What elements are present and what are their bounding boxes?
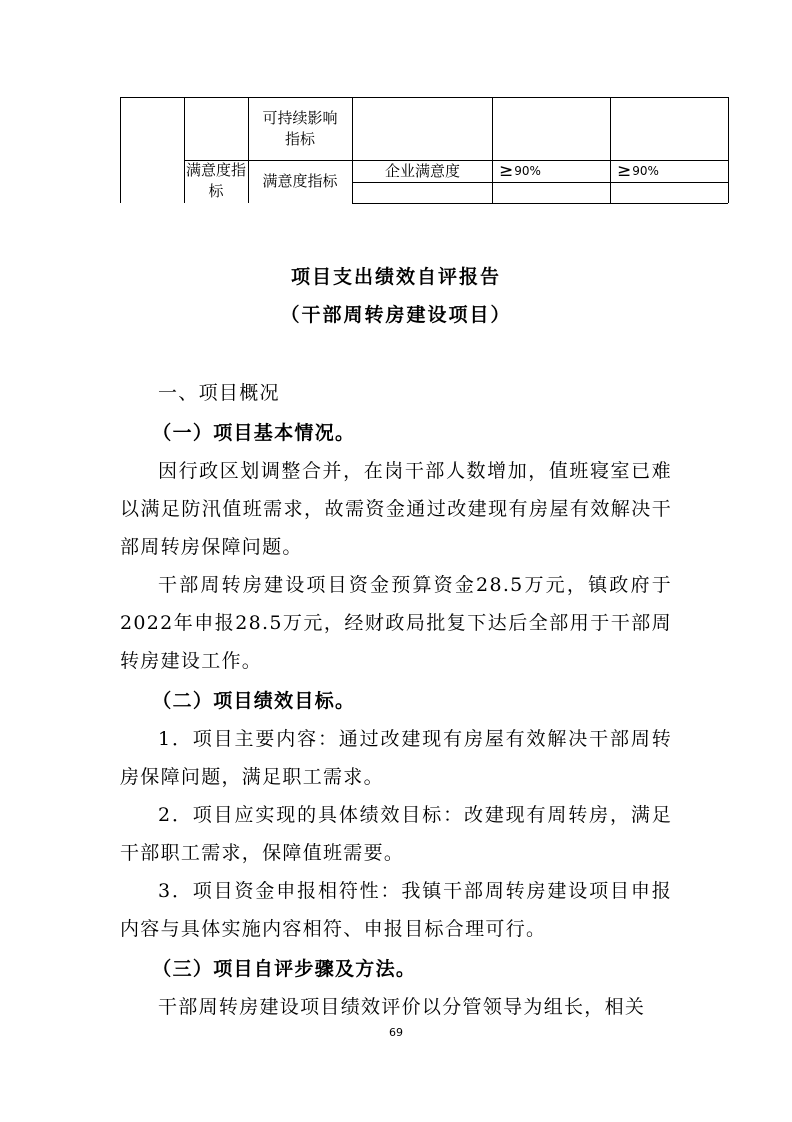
table-top-border <box>120 97 728 98</box>
paragraph: 1．项目主要内容：通过改建现有房屋有效解决干部周转房保障问题，满足职工需求。 <box>120 728 672 788</box>
paragraph: 3．项目资金申报相符性：我镇干部周转房建设项目申报内容与具体实施内容相符、申报目标合理可行。 <box>120 880 672 940</box>
table-col-divider-4 <box>492 97 493 203</box>
table-col-divider-2 <box>248 97 249 203</box>
table-cell-text: 企业满意度 <box>384 161 460 180</box>
paragraph: 因行政区划调整合并，在岗干部人数增加，值班寝室已难以满足防汛值班需求，故需资金通过改建现有房屋有效解决干部周转房保障问题。 <box>120 460 672 558</box>
table-left-border <box>120 97 121 203</box>
report-title: 项目支出绩效自评报告 <box>290 266 501 288</box>
table-cell-text: 满意度指标 <box>186 161 247 200</box>
subsection-heading: （一）项目基本情况。 <box>152 422 356 444</box>
section-heading: 一、项目概况 <box>158 382 280 404</box>
indicator-table <box>0 0 792 210</box>
table-cell-text: 满意度指标 <box>262 171 338 190</box>
subsection-heading: （二）项目绩效目标。 <box>152 690 356 712</box>
table-right-border <box>728 97 729 203</box>
table-cell-sustainable-impact <box>258 100 342 158</box>
table-col-divider-1 <box>184 97 185 203</box>
table-cell-actual-value <box>611 160 728 182</box>
paragraph: 干部周转房建设项目绩效评价以分管领导为组长，相关 <box>158 996 646 1018</box>
greater-equal-symbol: ≥ <box>617 160 632 181</box>
table-subrow-divider <box>352 182 728 183</box>
table-cell-text: 90% <box>632 163 659 178</box>
table-cell-enterprise-satisfaction <box>353 160 492 182</box>
table-col-divider-5 <box>610 97 611 203</box>
page-number: 69 <box>389 1026 403 1039</box>
table-cell-text: 90% <box>514 163 541 178</box>
table-cell-satisfaction-level2 <box>186 160 246 202</box>
paragraph: 干部周转房建设项目资金预算资金28.5万元，镇政府于2022年申报28.5万元，经财政局批复下达后全部用于干部周转房建设工作。 <box>120 574 672 672</box>
paragraph: 2．项目应实现的具体绩效目标：改建现有周转房，满足干部职工需求，保障值班需要。 <box>120 804 672 864</box>
table-cell-satisfaction-level3 <box>250 160 350 202</box>
table-col-divider-3 <box>352 97 353 203</box>
greater-equal-symbol: ≥ <box>499 160 514 181</box>
table-cell-text: 可持续影响指标 <box>262 109 338 148</box>
table-cell-target-value <box>493 160 610 182</box>
table-bottom-border <box>352 203 728 204</box>
report-subtitle: （干部周转房建设项目） <box>280 304 512 326</box>
subsection-heading: （三）项目自评步骤及方法。 <box>152 958 417 980</box>
